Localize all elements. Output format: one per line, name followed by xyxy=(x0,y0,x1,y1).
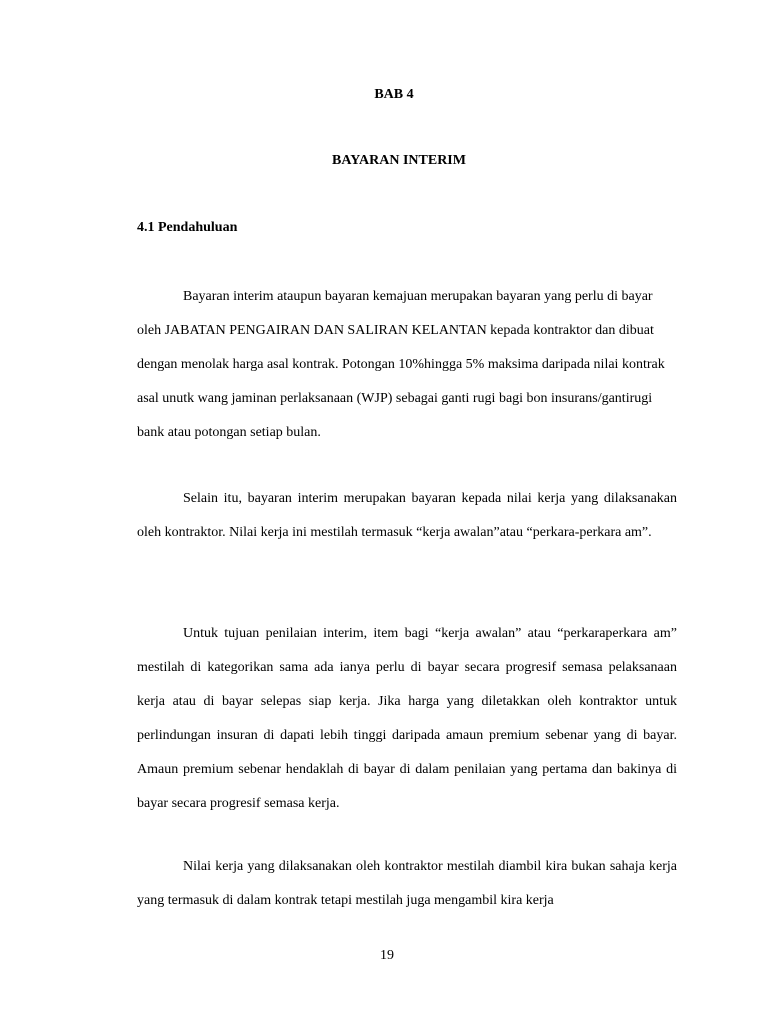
chapter-title: BAYARAN INTERIM xyxy=(332,153,466,168)
paragraph-2: Selain itu, bayaran interim merupakan bayaran kepada nilai kerja yang dilaksanakan oleh kontraktor. Nilai kerja ini mestilah termasuk “kerja awalan”atau “perkara-perkara am”. xyxy=(137,491,677,540)
page-number: 19 xyxy=(380,948,394,963)
paragraph-3: Untuk tujuan penilaian interim, item bagi “kerja awalan” atau “perkaraperkara am” mestilah di kategorikan sama ada ianya perlu di bayar secara progresif semasa pelaksanaan kerja atau di bayar selepas siap kerja. Jika harga yang diletakkan oleh kontraktor untuk perlindungan insuran di dapati lebih tinggi daripada amaun premium sebenar yang di bayar. Amaun premium sebenar hendaklah di bayar di dalam penilaian yang pertama dan bakinya di bayar secara progresif semasa kerja. xyxy=(137,626,677,811)
paragraph-4: Nilai kerja yang dilaksanakan oleh kontraktor mestilah diambil kira bukan sahaja kerja yang termasuk di dalam kontrak tetapi mestilah juga mengambil kira kerja xyxy=(137,859,677,908)
chapter-label: BAB 4 xyxy=(374,87,414,102)
paragraph-1: Bayaran interim ataupun bayaran kemajuan merupakan bayaran yang perlu di bayar oleh JABATAN PENGAIRAN DAN SALIRAN KELANTAN kepada kontraktor dan dibuat dengan menolak harga asal kontrak. Potongan 10%hingga 5% maksima daripada nilai kontrak asal unutk wang jaminan perlaksanaan (WJP) sebagai ganti rugi bagi bon insurans/gantirugi bank atau potongan setiap bulan. xyxy=(137,289,665,440)
section-heading: 4.1 Pendahuluan xyxy=(137,220,238,235)
